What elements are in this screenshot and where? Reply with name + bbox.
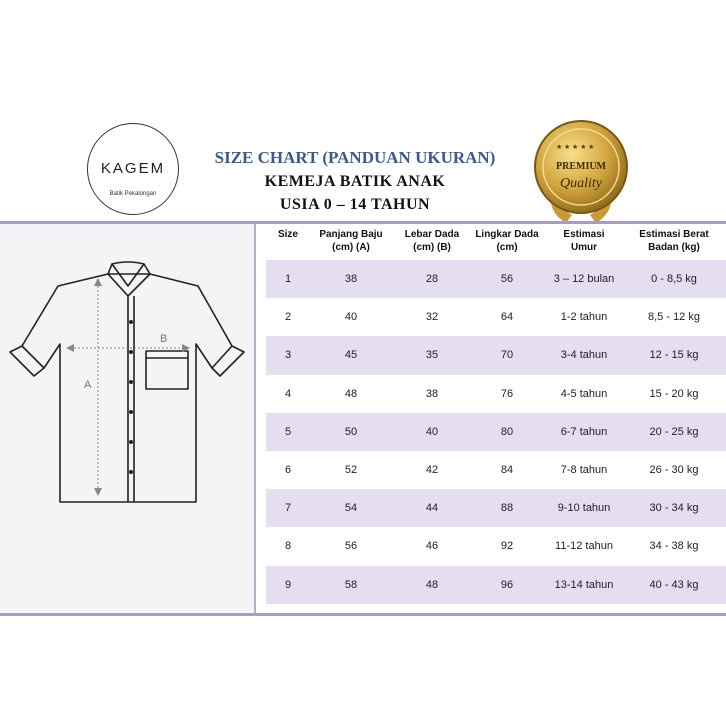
cell-umur: 6-7 tahun (560, 425, 608, 438)
header-lebar-dada: Lebar Dada (cm) (B) (404, 229, 460, 253)
title-block (190, 146, 520, 216)
header-panjang-baju: Panjang Baju (cm) (A) (319, 229, 383, 253)
cell-lebar: 35 (425, 349, 439, 362)
brand-logo (87, 123, 179, 215)
svg-text:★ ★ ★ ★ ★: ★ ★ ★ ★ ★ (556, 143, 595, 151)
cell-lingkar: 96 (500, 578, 514, 591)
table-row (266, 298, 726, 336)
table-row (266, 527, 726, 565)
cell-umur: 11-12 tahun (555, 540, 613, 553)
cell-lebar: 42 (425, 464, 439, 477)
cell-lingkar: 70 (500, 349, 514, 362)
cell-size: 9 (284, 578, 292, 591)
table-row (266, 566, 726, 604)
cell-size: 4 (284, 387, 292, 400)
header-size: Size (277, 229, 298, 240)
header-estimasi-berat: Estimasi Berat Badan (kg) (639, 229, 709, 253)
cell-berat: 15 - 20 kg (649, 387, 699, 400)
table-row (266, 451, 726, 489)
table-row (266, 336, 726, 374)
measure-a-label: A (84, 379, 92, 391)
cell-panjang: 45 (344, 349, 358, 362)
cell-umur: 13-14 tahun (554, 578, 614, 591)
cell-berat: 8,5 - 12 kg (648, 311, 700, 324)
cell-umur: 1-2 tahun (560, 311, 608, 324)
shirt-outline-icon (0, 224, 254, 613)
cell-size: 3 (284, 349, 292, 362)
cell-berat: 26 - 30 kg (649, 464, 699, 477)
cell-lingkar: 80 (500, 425, 514, 438)
logo-tagline: Batik Pekalongan (109, 191, 157, 197)
cell-size: 6 (284, 464, 292, 477)
chart-title: SIZE CHART (PANDUAN UKURAN) (214, 148, 496, 167)
cell-size: 1 (284, 273, 292, 286)
table-row (266, 260, 726, 298)
product-title: KEMEJA BATIK ANAK (264, 173, 446, 190)
cell-lingkar: 88 (500, 502, 514, 515)
cell-lebar: 28 (425, 273, 439, 286)
logo-wordmark: KAGEM (100, 160, 166, 177)
table-row (266, 375, 726, 413)
table-row (266, 489, 726, 527)
cell-lingkar: 76 (500, 387, 514, 400)
cell-panjang: 48 (344, 387, 358, 400)
cell-umur: 7-8 tahun (560, 464, 608, 477)
cell-umur: 4-5 tahun (560, 387, 608, 400)
cell-lingkar: 92 (500, 540, 514, 553)
size-table (266, 224, 726, 604)
cell-lebar: 32 (425, 311, 439, 324)
cell-lebar: 40 (425, 425, 439, 438)
table-row (266, 413, 726, 451)
cell-panjang: 40 (344, 311, 358, 324)
shirt-diagram (0, 224, 256, 613)
premium-quality-badge (526, 111, 636, 229)
cell-size: 5 (284, 425, 292, 438)
cell-lebar: 48 (425, 578, 439, 591)
cell-panjang: 50 (344, 425, 358, 438)
cell-umur: 3 – 12 bulan (553, 273, 615, 286)
age-range-title: USIA 0 – 14 TAHUN (279, 196, 431, 213)
cell-lebar: 38 (425, 387, 439, 400)
cell-lebar: 44 (425, 502, 439, 515)
cell-umur: 3-4 tahun (560, 349, 608, 362)
cell-panjang: 58 (344, 578, 358, 591)
cell-lingkar: 84 (500, 464, 514, 477)
cell-size: 7 (284, 502, 292, 515)
cell-lingkar: 56 (500, 273, 514, 286)
cell-panjang: 56 (344, 540, 358, 553)
cell-berat: 34 - 38 kg (649, 540, 699, 553)
cell-size: 8 (284, 540, 292, 553)
cell-berat: 0 - 8,5 kg (651, 273, 697, 286)
cell-umur: 9-10 tahun (557, 502, 611, 515)
badge-top-text: PREMIUM (556, 161, 606, 172)
cell-size: 2 (284, 311, 292, 324)
cell-panjang: 52 (344, 464, 358, 477)
measure-b-label: B (160, 333, 168, 345)
cell-panjang: 54 (344, 502, 358, 515)
header-lingkar-dada: Lingkar Dada (cm) (475, 229, 539, 253)
cell-berat: 40 - 43 kg (649, 578, 699, 591)
cell-lebar: 46 (425, 540, 439, 553)
cell-berat: 20 - 25 kg (649, 425, 699, 438)
header-estimasi-umur: Estimasi Umur (563, 229, 605, 253)
cell-berat: 30 - 34 kg (649, 502, 699, 515)
cell-lingkar: 64 (500, 311, 514, 324)
cell-berat: 12 - 15 kg (649, 349, 699, 362)
table-header (266, 224, 726, 260)
badge-bottom-text: Quality (560, 176, 602, 191)
cell-panjang: 38 (344, 273, 358, 286)
